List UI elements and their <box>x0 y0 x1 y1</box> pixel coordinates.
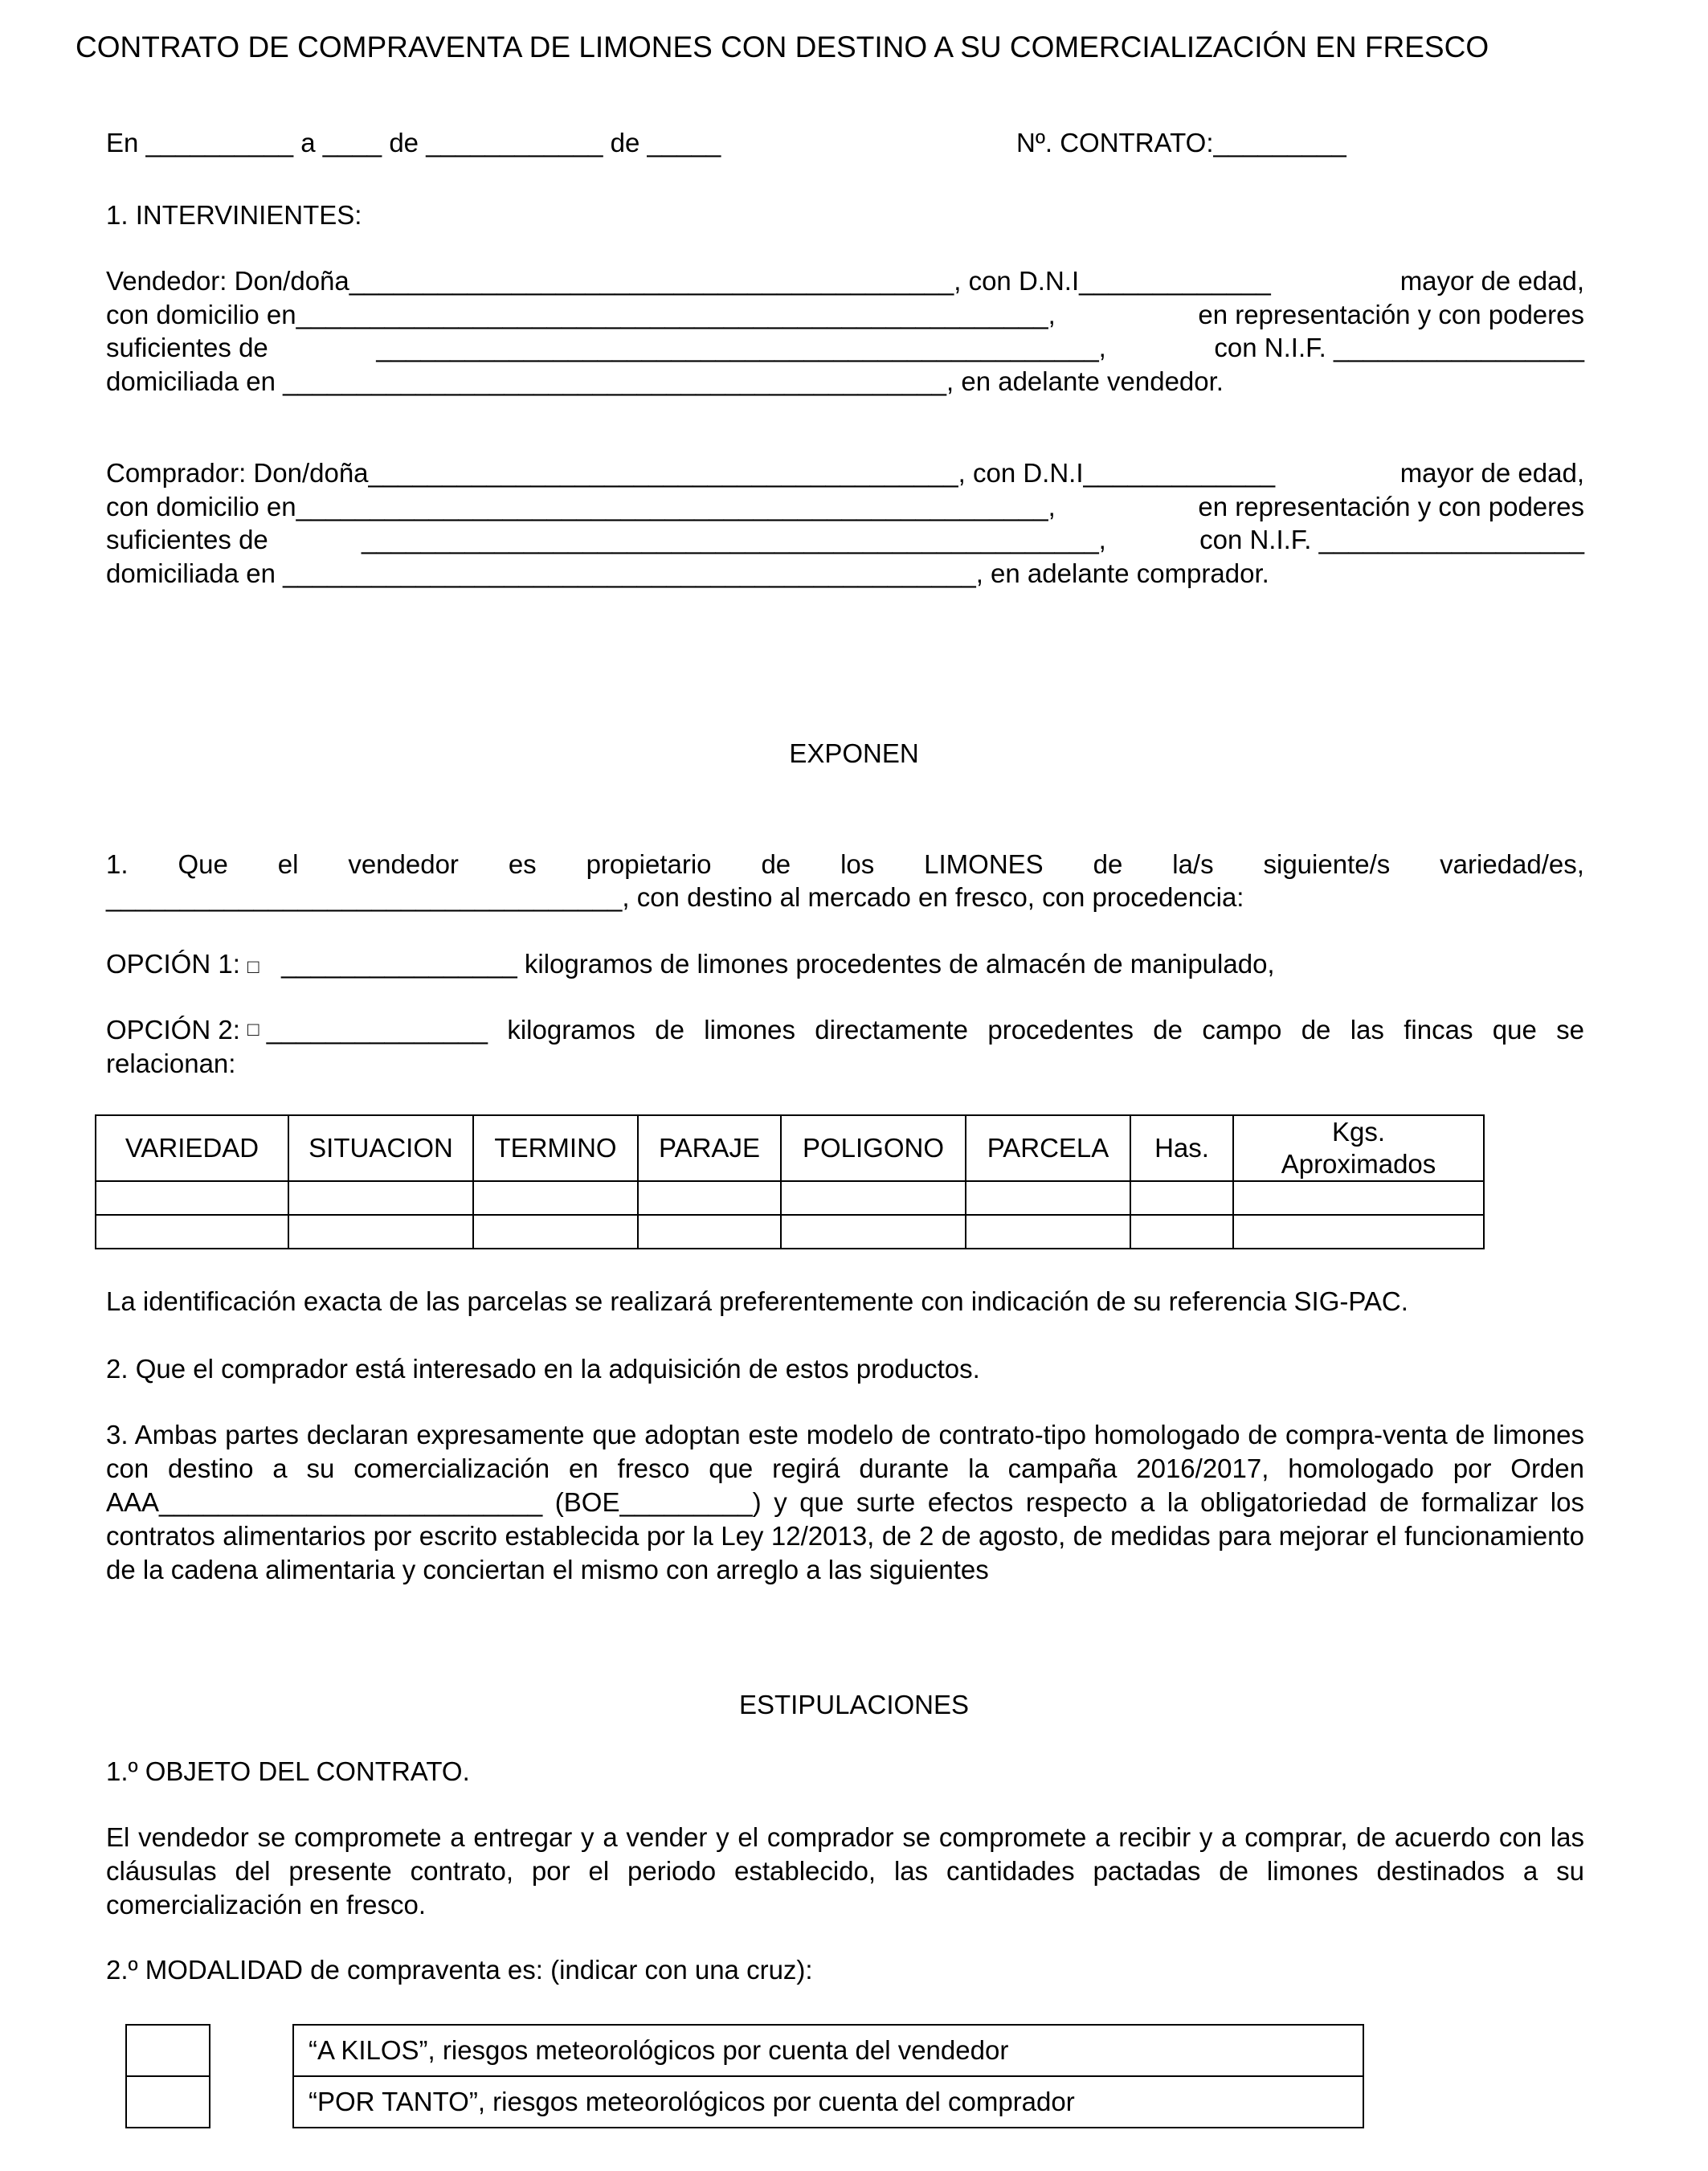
option-1: OPCIÓN 1: □ ________________ kilogramos de limones procedentes de almacén de manipulado, <box>106 949 1275 979</box>
buyer-line-4: domiciliada en _______________________________________________, en adelante comprador. <box>106 558 1269 588</box>
column-header: SITUACION <box>288 1115 473 1181</box>
seller-line-1: Vendedor: Don/doña_________________________________________, con D.N.I_____________ mayor de edad, <box>106 264 1584 298</box>
parcel-table-header <box>96 1115 1484 1181</box>
modality-checkbox-kilos[interactable] <box>126 2025 210 2076</box>
table-cell[interactable] <box>1233 1181 1484 1215</box>
column-header: TERMINO <box>473 1115 638 1181</box>
table-cell[interactable] <box>96 1215 288 1249</box>
seller-nif-field: con N.I.F. _________________ <box>1214 333 1584 362</box>
option-2-checkbox[interactable]: □ <box>247 1019 259 1041</box>
table-cell[interactable] <box>1130 1181 1233 1215</box>
table-cell[interactable] <box>638 1181 781 1215</box>
option-2-line-2: relacionan: <box>106 1049 236 1078</box>
modality-checkbox-por-tanto[interactable] <box>126 2076 210 2128</box>
seller-line-4: domiciliada en _____________________________________________, en adelante vendedor. <box>106 366 1224 396</box>
column-header: POLIGONO <box>781 1115 966 1181</box>
buyer-company-field: __________________________________________________, <box>362 525 1106 554</box>
section-intervinientes: 1. INTERVINIENTES: <box>106 200 362 230</box>
table-cell[interactable] <box>288 1215 473 1249</box>
table-cell[interactable] <box>96 1181 288 1215</box>
seller-name-field: Vendedor: Don/doña_________________________________________, con D.N.I_____________ <box>106 266 1271 296</box>
clause-2-title: 2.º MODALIDAD de compraventa es: (indicar con una cruz): <box>106 1955 813 1985</box>
seller-line-2: con domicilio en___________________________________________________, en representación y con poderes <box>106 298 1584 332</box>
seller-address-field: con domicilio en___________________________________________________, <box>106 300 1056 329</box>
option-2: OPCIÓN 2: □ _______________ kilogramos de limones directamente procedentes de campo de las fincas que se <box>106 1013 1584 1047</box>
column-header: PARAJE <box>638 1115 781 1181</box>
heading-estipulaciones: ESTIPULACIONES <box>738 1690 970 1719</box>
buyer-line-1: Comprador: Don/doña________________________________________, con D.N.I_____________ mayor de edad, <box>106 456 1584 490</box>
buyer-nif-field: con N.I.F. __________________ <box>1199 525 1584 554</box>
table-cell[interactable] <box>1130 1215 1233 1249</box>
table-row <box>96 1215 1484 1249</box>
modality-option-por-tanto: “POR TANTO”, riesgos meteorológicos por cuenta del comprador <box>293 2076 1363 2128</box>
table-row <box>96 1181 1484 1215</box>
modality-option-kilos: “A KILOS”, riesgos meteorológicos por cuenta del vendedor <box>293 2025 1363 2076</box>
table-cell[interactable] <box>1233 1215 1484 1249</box>
buyer-name-field: Comprador: Don/doña________________________________________, con D.N.I_____________ <box>106 458 1276 488</box>
document-title: CONTRATO DE COMPRAVENTA DE LIMONES CON DESTINO A SU COMERCIALIZACIÓN EN FRESCO <box>76 31 1489 63</box>
sigpac-note: La identificación exacta de las parcelas se realizará preferentemente con indicación de su referencia SIG-PAC. <box>106 1286 1408 1316</box>
heading-exponen: EXPONEN <box>789 738 919 768</box>
buyer-address-field: con domicilio en___________________________________________________, <box>106 492 1056 521</box>
column-header: PARCELA <box>966 1115 1130 1181</box>
table-cell[interactable] <box>781 1215 966 1249</box>
table-cell[interactable] <box>781 1181 966 1215</box>
table-cell[interactable] <box>473 1181 638 1215</box>
expone-1-line-2: ___________________________________, con destino al mercado en fresco, con procedencia: <box>106 882 1244 912</box>
contract-number: Nº. CONTRATO:_________ <box>1016 128 1346 157</box>
column-header: Kgs. Aproximados <box>1233 1115 1484 1181</box>
table-cell[interactable] <box>966 1215 1130 1249</box>
column-header: Has. <box>1130 1115 1233 1181</box>
expone-1-line-1: 1. Que el vendedor es propietario de los LIMONES de la/s siguiente/s variedad/es, <box>106 849 1584 879</box>
option-1-checkbox[interactable]: □ <box>247 956 259 978</box>
clause-1-title: 1.º OBJETO DEL CONTRATO. <box>106 1756 470 1786</box>
modality-checkboxes <box>125 2024 210 2128</box>
table-cell[interactable] <box>288 1181 473 1215</box>
expone-2: 2. Que el comprador está interesado en la adquisición de estos productos. <box>106 1354 980 1384</box>
table-cell[interactable] <box>966 1181 1130 1215</box>
modality-options <box>292 2024 1364 2128</box>
table-cell[interactable] <box>638 1215 781 1249</box>
table-cell[interactable] <box>473 1215 638 1249</box>
clause-1-text: El vendedor se compromete a entregar y a vender y el comprador se compromete a recibir y a comprar, de acuerdo con las cláusulas del presente contrato, por el periodo establecido, las cantidades pactadas de limones destinados a su comercialización en fresco. <box>106 1822 1584 1920</box>
column-header: VARIEDAD <box>96 1115 288 1181</box>
parcel-table <box>95 1114 1485 1249</box>
date-line: En __________ a ____ de ____________ de _____ <box>106 128 721 157</box>
seller-line-3: suficientes de _________________________________________________, con N.I.F. _________________ <box>106 331 1584 365</box>
seller-company-field: _________________________________________________, <box>376 333 1106 362</box>
expone-3: 3. Ambas partes declaran expresamente que adoptan este modelo de contrato-tipo homologado de compra-venta de limones con destino a su comercialización en fresco que regirá durante la campaña 2016/2017, homologado por Orden AAA__________________________ (BOE_________) y que surte efectos respecto a la obligatoriedad de formalizar los contratos alimentarios por escrito establecida por la Ley 12/2013, de 2 de agosto, de medidas para mejorar el funcionamiento de la cadena alimentaria y conciertan el mismo con arreglo a las siguientes <box>106 1420 1584 1584</box>
buyer-line-3: suficientes de __________________________________________________, con N.I.F. __________________ <box>106 523 1584 557</box>
buyer-line-2: con domicilio en___________________________________________________, en representación y con poderes <box>106 490 1584 524</box>
